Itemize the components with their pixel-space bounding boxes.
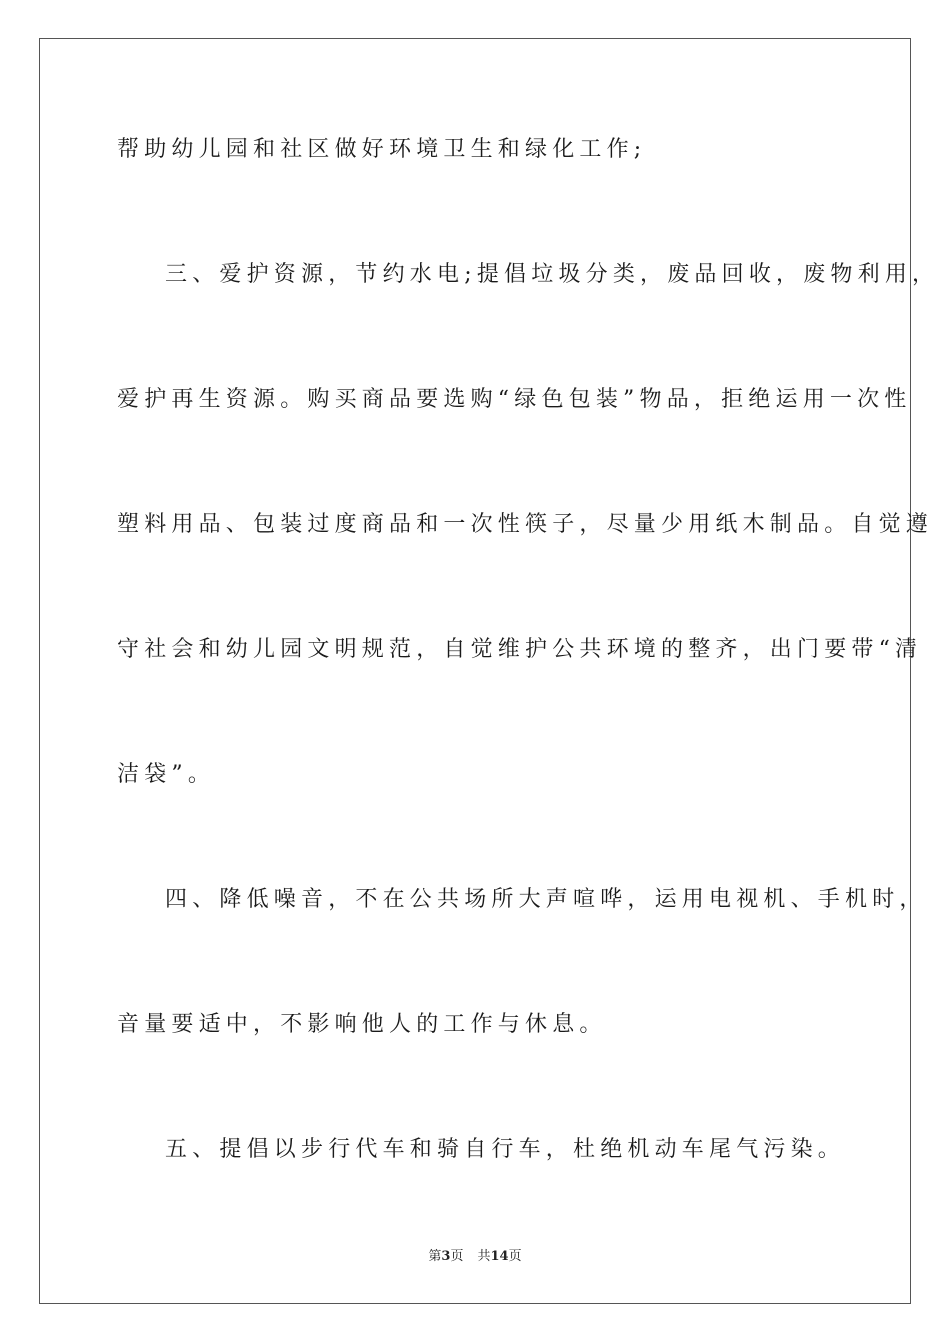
page-footer — [0, 1248, 950, 1266]
text-line-8: 音量要适中，不影响他人的工作与休息。 — [117, 1012, 607, 1037]
page-border — [39, 38, 911, 1304]
current-page-number: 3 — [441, 1249, 451, 1264]
text-line-7: 四、降低噪音，不在公共场所大声喧哗，运用电视机、手机时， — [165, 887, 927, 912]
text-line-3: 爱护再生资源。购买商品要选购“绿色包装”物品，拒绝运用一次性 — [117, 387, 912, 412]
text-line-4: 塑料用品、包装过度商品和一次性筷子，尽量少用纸木制品。自觉遵 — [117, 512, 934, 537]
text-line-9: 五、提倡以步行代车和骑自行车，杜绝机动车尾气污染。 — [165, 1137, 846, 1162]
page-prefix: 第 — [428, 1249, 442, 1264]
total-pages-number: 14 — [490, 1249, 509, 1264]
text-line-1: 帮助幼儿园和社区做好环境卫生和绿化工作; — [117, 137, 647, 162]
text-line-6: 洁袋”。 — [117, 762, 216, 787]
page-suffix: 页 — [450, 1249, 464, 1264]
text-line-5: 守社会和幼儿园文明规范，自觉维护公共环境的整齐，出门要带“清 — [117, 637, 923, 662]
text-line-2: 三、爱护资源，节约水电;提倡垃圾分类，废品回收，废物利用， — [165, 262, 940, 287]
total-suffix: 页 — [508, 1249, 522, 1264]
total-prefix: 共 — [477, 1249, 491, 1264]
